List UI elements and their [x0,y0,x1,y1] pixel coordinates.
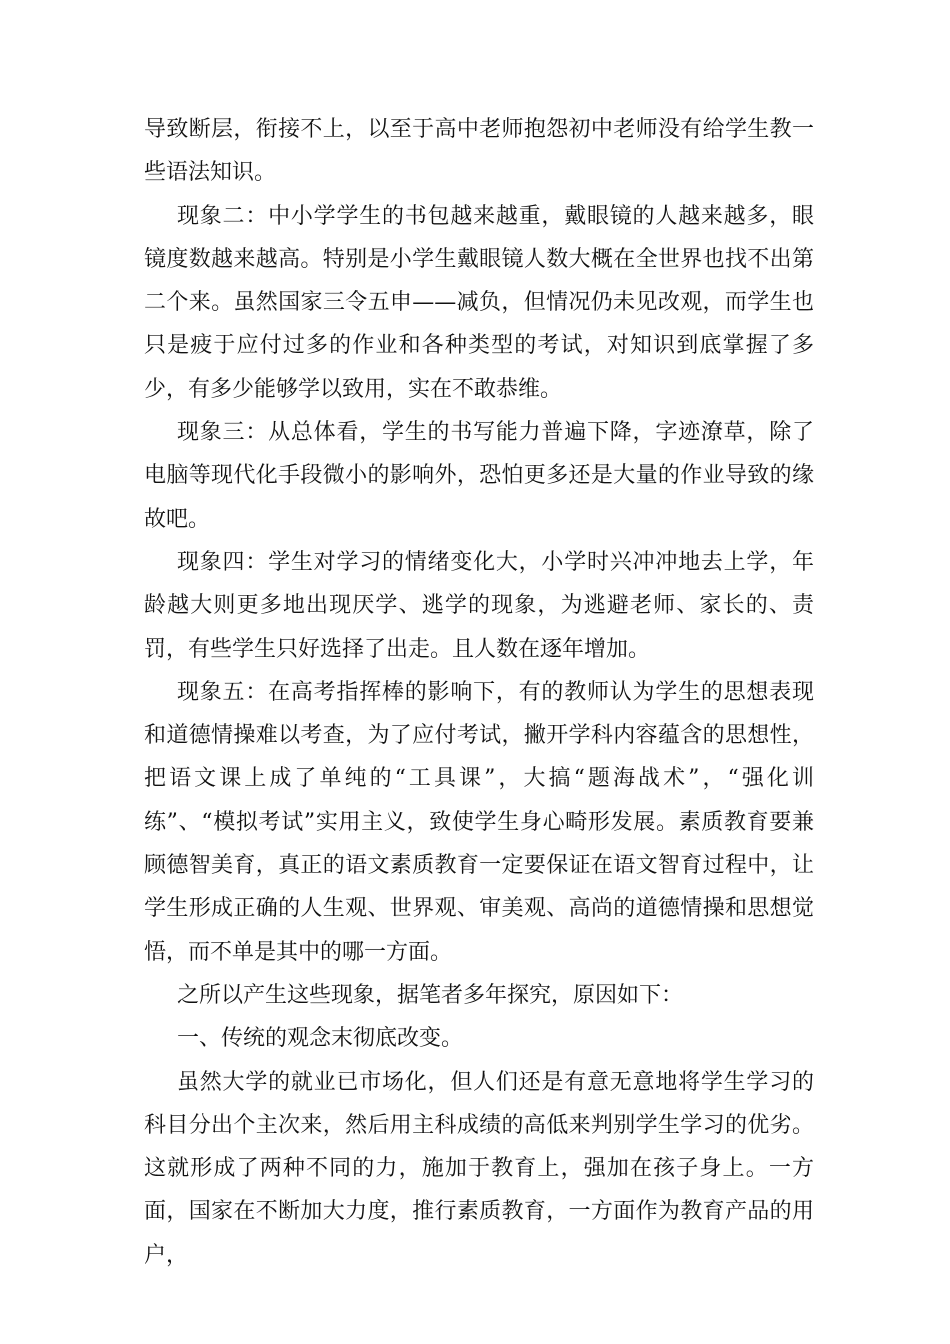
paragraph-causes-intro: 之所以产生这些现象，据笔者多年探究，原因如下： [177,982,684,1008]
paragraph-phenomenon-four: 现象四：学生对学习的情绪变化大，小学时兴冲冲地去上学，年龄越大则更多地出现厌学、逃学的现象，为逃避老师、家长的、责罚，有些学生只好选择了出走。且人数在逐年增加。 [144,549,814,662]
document-body [144,108,814,1277]
paragraph-phenomenon-two: 现象二：中小学学生的书包越来越重，戴眼镜的人越来越多，眼镜度数越来越高。特别是小学生戴眼镜人数大概在全世界也找不出第二个来。虽然国家三令五申——减负，但情况仍未见改观，而学生也只是疲于应付过多的作业和各种类型的考试，对知识到底掌握了多少，有多少能够学以致用，实在不敢恭维。 [144,203,814,402]
paragraph-section-one-body: 虽然大学的就业已市场化，但人们还是有意无意地将学生学习的科目分出个主次来，然后用主科成绩的高低来判别学生学习的优劣。这就形成了两种不同的力，施加于教育上，强加在孩子身上。一方面，国家在不断加大力度，推行素质教育，一方面作为教育产品的用户， [144,1069,814,1268]
paragraph-continuation: 导致断层，衔接不上，以至于高中老师抱怨初中老师没有给学生教一些语法知识。 [144,117,814,186]
paragraph-phenomenon-three: 现象三：从总体看，学生的书写能力普遍下降，字迹潦草，除了电脑等现代化手段微小的影响外，恐怕更多还是大量的作业导致的缘故吧。 [144,420,814,532]
section-heading-one: 一、传统的观念末彻底改变。 [177,1026,464,1052]
paragraph-phenomenon-five: 现象五：在高考指挥棒的影响下，有的教师认为学生的思想表现和道德情操难以考查，为了应付考试，撇开学科内容蕴含的思想性，把语文课上成了单纯的“工具课”，大搞“题海战术”，“强化训练”、“模拟考试”实用主义，致使学生身心畸形发展。素质教育要兼顾德智美育，真正的语文素质教育一定要保证在语文智育过程中，让学生形成正确的人生观、世界观、审美观、高尚的道德情操和思想觉悟，而不单是其中的哪一方面。 [144,679,814,965]
